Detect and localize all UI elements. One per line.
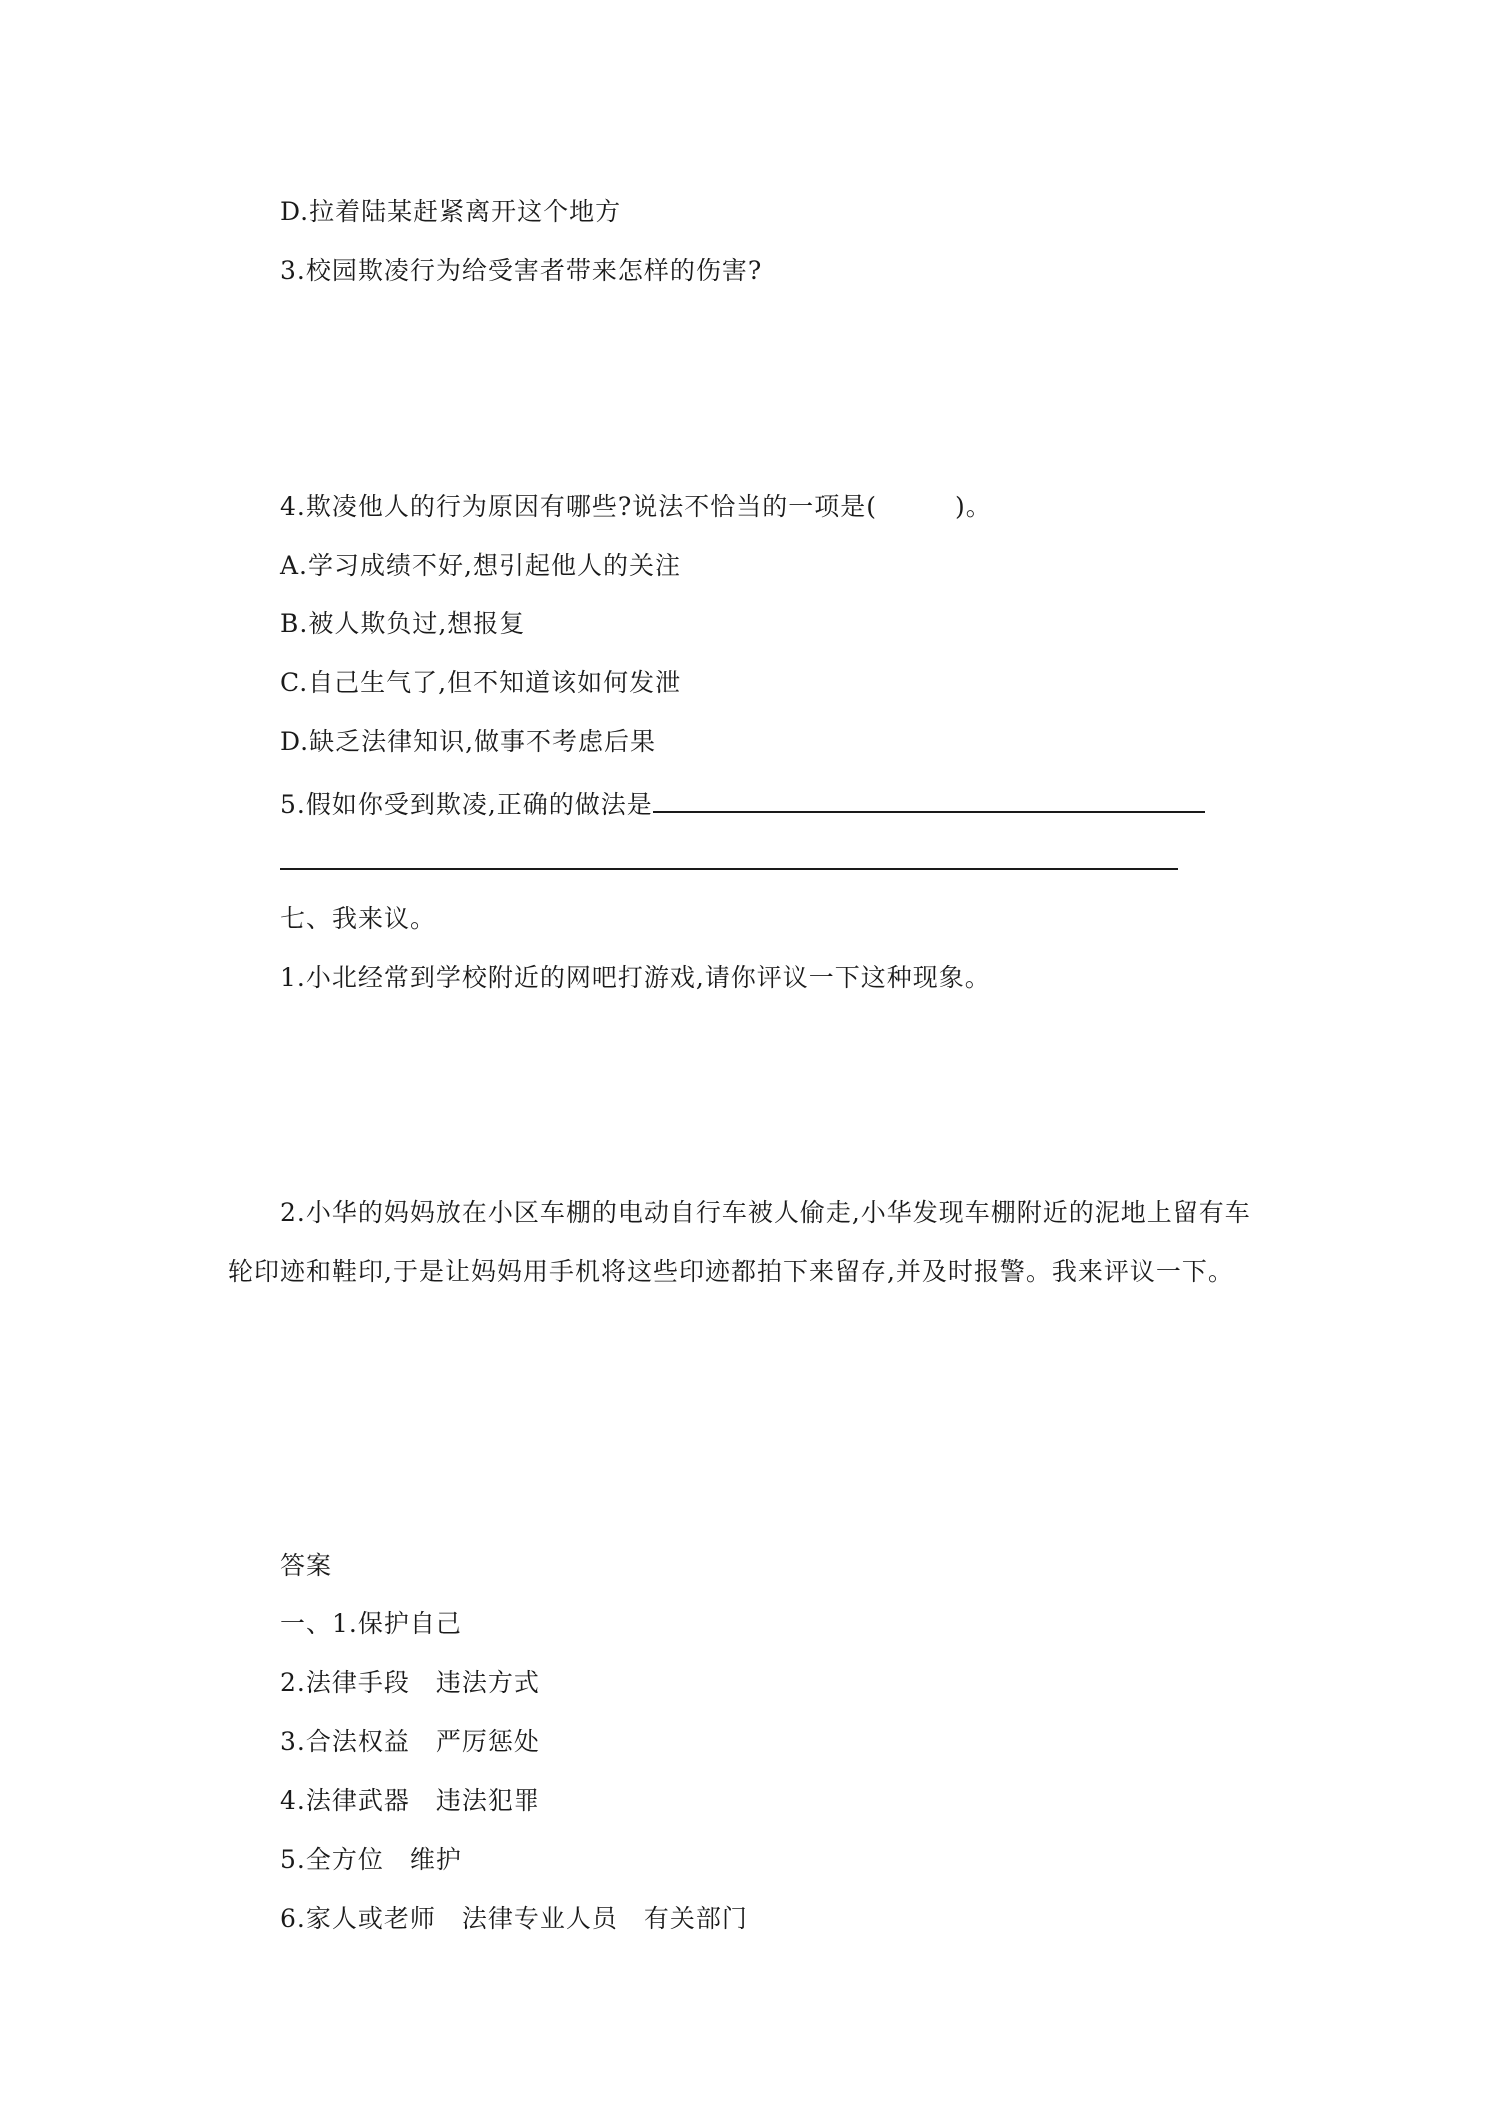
question-4-option-b: B.被人欺负过,想报复	[280, 609, 526, 638]
question-4: 4.欺凌他人的行为原因有哪些?说法不恰当的一项是( )。	[280, 492, 992, 521]
answer-1: 一、1.保护自己	[280, 1609, 462, 1638]
question-5-answer-blank[interactable]	[653, 785, 1205, 813]
answer-2: 2.法律手段 违法方式	[280, 1668, 540, 1697]
answer-4: 4.法律武器 违法犯罪	[280, 1786, 540, 1815]
question-4-option-c: C.自己生气了,但不知道该如何发泄	[280, 668, 682, 697]
answers-heading: 答案	[280, 1551, 333, 1580]
option-d-leave: D.拉着陆某赶紧离开这个地方	[280, 197, 622, 226]
section-7-question-2-line-2: 轮印迹和鞋印,于是让妈妈用手机将这些印迹都拍下来留存,并及时报警。我来评议一下。	[228, 1257, 1234, 1286]
answer-6: 6.家人或老师 法律专业人员 有关部门	[280, 1904, 748, 1933]
section-7-question-1: 1.小北经常到学校附近的网吧打游戏,请你评议一下这种现象。	[280, 963, 991, 992]
question-5	[280, 785, 1205, 821]
section-7-heading: 七、我来议。	[280, 904, 437, 933]
question-5-text: 5.假如你受到欺凌,正确的做法是	[280, 790, 653, 819]
question-4-option-d: D.缺乏法律知识,做事不考虑后果	[280, 727, 657, 756]
question-3: 3.校园欺凌行为给受害者带来怎样的伤害?	[280, 256, 763, 285]
question-5-answer-line[interactable]	[280, 868, 1178, 870]
section-7-question-2-line-1: 2.小华的妈妈放在小区车棚的电动自行车被人偷走,小华发现车棚附近的泥地上留有车	[280, 1198, 1251, 1227]
answer-3: 3.合法权益 严厉惩处	[280, 1727, 540, 1756]
question-4-option-a: A.学习成绩不好,想引起他人的关注	[280, 551, 681, 580]
answer-5: 5.全方位 维护	[280, 1845, 462, 1874]
